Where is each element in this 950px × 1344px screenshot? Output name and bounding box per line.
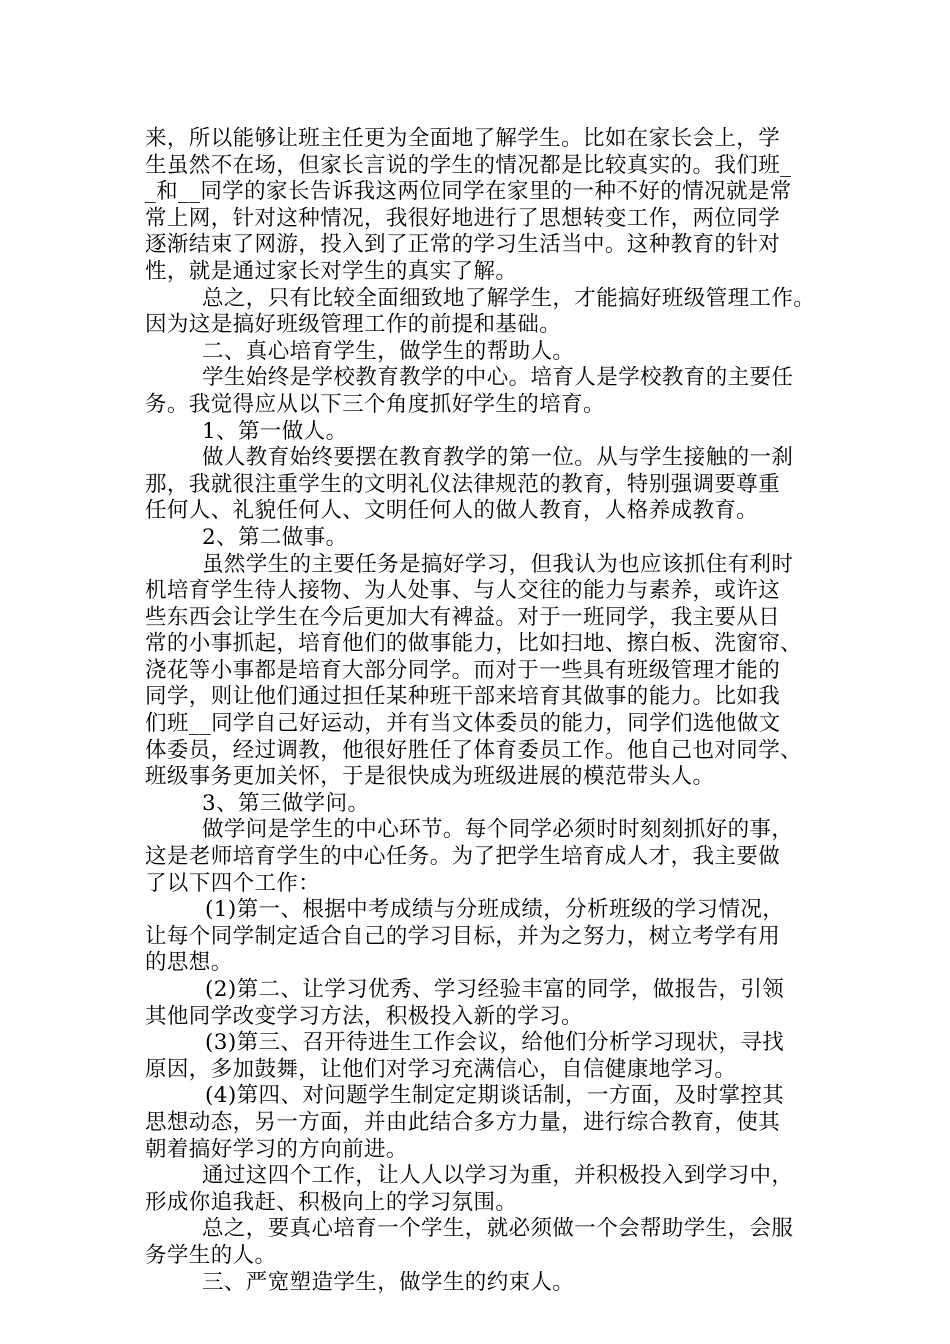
text-line: 们班__同学自己好运动，并有当文体委员的能力，同学们选他做文 [145, 711, 781, 737]
text-line: 任何人、礼貌任何人、文明任何人的做人教育，人格养成教育。 [145, 498, 759, 524]
text-line: 形成你追我赶、积极向上的学习氛围。 [145, 1189, 518, 1215]
text-line: (3)第三、召开待进生工作会议，给他们分析学习现状，寻找 [205, 1030, 785, 1056]
text-line: 务学生的人。 [145, 1242, 277, 1268]
text-line: 务。我觉得应从以下三个角度抓好学生的培育。 [145, 391, 605, 417]
text-line: 做人教育始终要摆在教育教学的第一位。从与学生接触的一刹 [202, 445, 794, 471]
text-line: 朝着搞好学习的方向前进。 [145, 1136, 408, 1162]
text-line: 那，我就很注重学生的文明礼仪法律规范的教育，特别强调要尊重 [145, 471, 781, 497]
text-line: 总之，要真心培育一个学生，就必须做一个会帮助学生，会服 [202, 1216, 794, 1242]
text-line: 来，所以能够让班主任更为全面地了解学生。比如在家长会上，学 [145, 126, 781, 151]
text-line: 常的小事抓起，培育他们的做事能力，比如扫地、擦白板、洗窗帘、 [145, 631, 803, 657]
text-line: 1、第一做人。 [202, 418, 348, 444]
text-line: 这是老师培育学生的中心任务。为了把学生培育成人才，我主要做 [145, 844, 781, 870]
text-line: 思想动态，另一方面，并由此结合多方力量，进行综合教育，使其 [145, 1109, 781, 1135]
text-line: 机培育学生待人接物、为人处事、与人交往的能力与素养，或许这 [145, 578, 781, 604]
text-line: 其他同学改变学习方法，积极投入新的学习。 [145, 1003, 584, 1029]
text-line: 的思想。 [145, 950, 233, 976]
text-line: 通过这四个工作，让人人以学习为重，并积极投入到学习中， [202, 1163, 794, 1189]
text-line: 同学，则让他们通过担任某种班干部来培育其做事的能力。比如我 [145, 684, 781, 710]
text-line: 因为这是搞好班级管理工作的前提和基础。 [145, 312, 562, 338]
text-line: 逐渐结束了网游，投入到了正常的学习生活当中。这种教育的针对 [145, 232, 781, 258]
text-line: 原因，多加鼓舞，让他们对学习充满信心，自信健康地学习。 [145, 1056, 737, 1082]
text-line: _和__同学的家长告诉我这两位同学在家里的一种不好的情况就是常 [145, 179, 792, 205]
text-line: (4)第四、对问题学生制定定期谈话制，一方面，及时掌控其 [205, 1083, 785, 1109]
text-line: 3、第三做学问。 [202, 790, 370, 816]
text-line: 做学问是学生的中心环节。每个同学必须时时刻刻抓好的事， [202, 817, 794, 843]
text-line: 体委员，经过调教，他很好胜任了体育委员工作。他自己也对同学、 [145, 737, 803, 763]
text-line: 二、真心培育学生，做学生的帮助人。 [202, 338, 575, 364]
text-line: 生虽然不在场，但家长言说的学生的情况都是比较真实的。我们班_ [145, 152, 792, 178]
text-line: (1)第一、根据中考成绩与分班成绩，分析班级的学习情况， [205, 897, 785, 923]
text-line: 班级事务更加关怀，于是很快成为班级进展的模范带头人。 [145, 764, 715, 790]
text-line: 虽然学生的主要任务是搞好学习，但我认为也应该抓住有利时 [202, 551, 794, 577]
text-line: 2、第二做事。 [202, 524, 348, 550]
text-line: 学生始终是学校教育教学的中心。培育人是学校教育的主要任 [202, 365, 794, 391]
text-line: 总之，只有比较全面细致地了解学生，才能搞好班级管理工作。 [202, 285, 816, 311]
text-line: (2)第二、让学习优秀、学习经验丰富的同学，做报告，引领 [205, 977, 785, 1002]
document-body [145, 126, 815, 1296]
text-line: 些东西会让学生在今后更加大有裨益。对于一班同学，我主要从日 [145, 604, 781, 630]
text-line: 性，就是通过家长对学生的真实了解。 [145, 258, 518, 284]
text-line: 让每个同学制定适合自己的学习目标，并为之努力，树立考学有用 [145, 923, 781, 949]
text-line: 浇花等小事都是培育大部分同学。而对于一些具有班级管理才能的 [145, 657, 781, 683]
text-line: 三、严宽塑造学生，做学生的约束人。 [202, 1269, 575, 1295]
text-line: 常上网，针对这种情况，我很好地进行了思想转变工作，两位同学 [145, 205, 781, 231]
text-line: 了以下四个工作： [145, 870, 321, 896]
